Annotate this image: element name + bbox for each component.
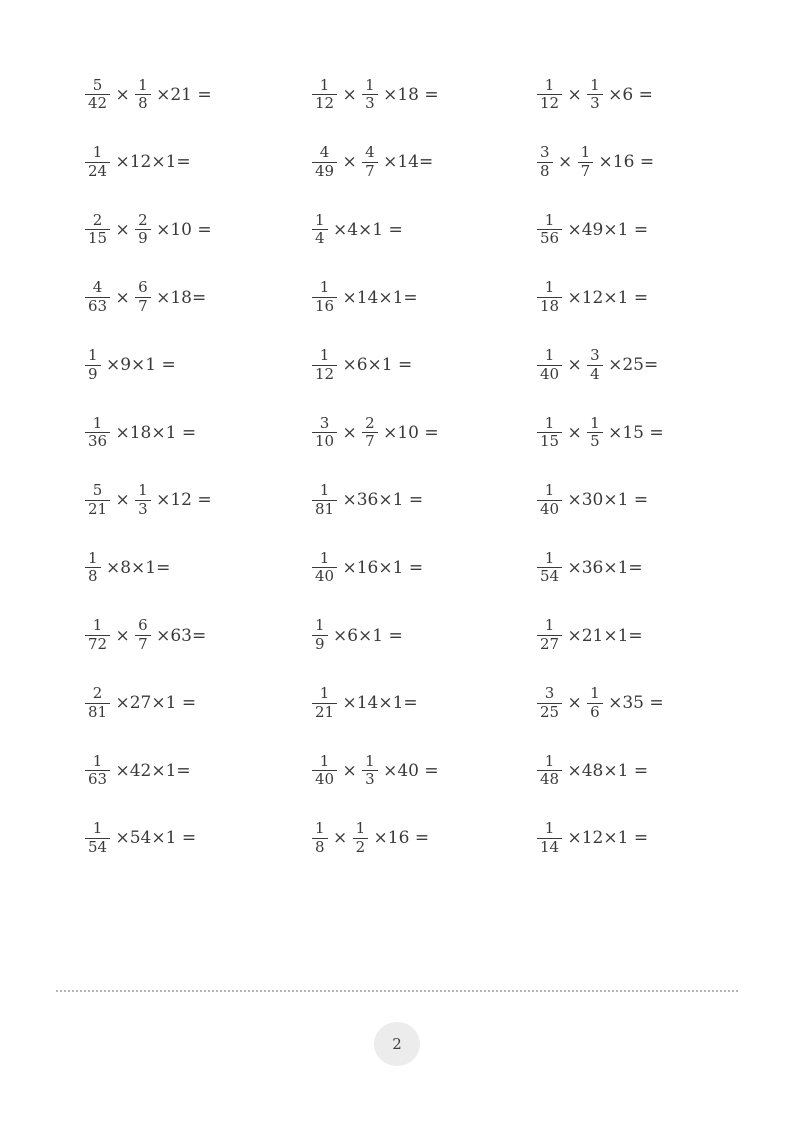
fraction-denominator: 4 <box>587 365 603 384</box>
fraction-denominator: 10 <box>312 432 337 451</box>
fraction-numerator: 1 <box>88 548 98 567</box>
fraction-denominator: 81 <box>312 500 337 519</box>
fraction-numerator: 1 <box>544 481 555 500</box>
fraction-numerator: 6 <box>138 616 148 635</box>
fraction-numerator: 1 <box>365 751 375 770</box>
fraction-denominator: 8 <box>85 567 101 586</box>
operator-text: × <box>327 828 353 849</box>
fraction-numerator: 3 <box>540 143 550 162</box>
fraction-denominator: 36 <box>85 432 110 451</box>
problem <box>85 534 312 602</box>
problem <box>312 264 537 332</box>
fraction-denominator: 24 <box>85 162 110 181</box>
fraction <box>312 820 328 856</box>
fraction-denominator: 81 <box>85 703 110 722</box>
operator-text: ×18×1 = <box>110 422 197 443</box>
fraction-numerator: 6 <box>138 278 148 297</box>
operator-text: ×8×1= <box>100 557 171 578</box>
fraction-numerator: 1 <box>590 413 600 432</box>
fraction-denominator: 21 <box>312 703 337 722</box>
fraction-numerator: 2 <box>92 683 103 702</box>
fraction-numerator: 2 <box>365 413 375 432</box>
fraction-numerator: 1 <box>92 413 103 432</box>
fraction <box>537 279 562 315</box>
problem <box>312 534 537 602</box>
fraction-numerator: 3 <box>544 683 555 702</box>
fraction-denominator: 4 <box>312 229 328 248</box>
operator-text: ×16×1 = <box>337 557 424 578</box>
operator-text: ×4×1 = <box>327 219 403 240</box>
fraction-denominator: 72 <box>85 635 110 654</box>
fraction-denominator: 54 <box>537 567 562 586</box>
fraction-numerator: 1 <box>544 413 555 432</box>
fraction-numerator: 1 <box>544 548 555 567</box>
fraction <box>537 144 553 180</box>
operator-text: ×36×1= <box>562 557 643 578</box>
problem <box>85 737 312 805</box>
fraction <box>135 77 151 113</box>
operator-text: × <box>110 490 136 511</box>
fraction <box>578 144 594 180</box>
fraction-denominator: 7 <box>578 162 594 181</box>
fraction-denominator: 56 <box>537 229 562 248</box>
operator-text: ×14×1= <box>337 693 418 714</box>
operator-text: ×54×1 = <box>110 828 197 849</box>
problem <box>537 264 735 332</box>
problem <box>85 805 312 873</box>
operator-text: × <box>110 625 136 646</box>
fraction <box>537 482 562 518</box>
operator-text: ×63= <box>150 625 207 646</box>
operator-text: ×10 = <box>377 422 439 443</box>
problem <box>312 61 537 129</box>
fraction-numerator: 1 <box>580 143 591 162</box>
operator-text: × <box>562 422 588 443</box>
fraction <box>537 415 562 451</box>
problem <box>312 331 537 399</box>
fraction-denominator: 3 <box>587 94 603 113</box>
fraction-denominator: 8 <box>135 94 151 113</box>
fraction <box>537 77 562 113</box>
problem <box>85 669 312 737</box>
fraction-denominator: 18 <box>537 297 562 316</box>
fraction <box>85 415 110 451</box>
fraction <box>135 212 151 248</box>
fraction <box>85 279 110 315</box>
fraction-denominator: 7 <box>362 432 378 451</box>
operator-text: × <box>110 219 136 240</box>
fraction-denominator: 25 <box>537 703 562 722</box>
fraction-denominator: 7 <box>135 635 151 654</box>
fraction-denominator: 2 <box>353 838 369 857</box>
fraction <box>85 685 110 721</box>
fraction-numerator: 2 <box>92 210 103 229</box>
fraction-numerator: 3 <box>319 413 330 432</box>
operator-text: ×12×1 = <box>562 287 649 308</box>
operator-text: ×14= <box>377 152 434 173</box>
operator-text: × <box>337 152 363 173</box>
operator-text: × <box>337 84 363 105</box>
fraction-numerator: 4 <box>365 143 375 162</box>
fraction <box>537 685 562 721</box>
operator-text: ×18 = <box>377 84 439 105</box>
fraction-numerator: 1 <box>138 75 148 94</box>
fraction <box>312 482 337 518</box>
operator-text: ×21×1= <box>562 625 643 646</box>
fraction-denominator: 8 <box>312 838 328 857</box>
fraction <box>312 550 337 586</box>
fraction <box>537 820 562 856</box>
fraction-numerator: 1 <box>355 819 366 838</box>
fraction-denominator: 7 <box>362 162 378 181</box>
problem <box>537 669 735 737</box>
operator-text: ×6×1 = <box>327 625 403 646</box>
fraction-denominator: 15 <box>85 229 110 248</box>
fraction <box>587 77 603 113</box>
operator-text: × <box>337 760 363 781</box>
operator-text: ×6 = <box>602 84 653 105</box>
operator-text: ×30×1 = <box>562 490 649 511</box>
operator-text: × <box>562 693 588 714</box>
problem <box>537 534 735 602</box>
operator-text: ×10 = <box>150 219 212 240</box>
fraction-numerator: 2 <box>138 210 148 229</box>
fraction-denominator: 40 <box>312 567 337 586</box>
fraction <box>85 144 110 180</box>
problem <box>85 399 312 467</box>
fraction <box>135 279 151 315</box>
fraction <box>362 77 378 113</box>
fraction <box>85 212 110 248</box>
fraction <box>587 347 603 383</box>
fraction-denominator: 8 <box>537 162 553 181</box>
operator-text: × <box>110 84 136 105</box>
fraction-denominator: 40 <box>537 365 562 384</box>
problem <box>537 331 735 399</box>
operator-text: ×18= <box>150 287 207 308</box>
operator-text: × <box>110 287 136 308</box>
fraction-denominator: 40 <box>537 500 562 519</box>
fraction-denominator: 3 <box>362 94 378 113</box>
fraction-numerator: 1 <box>138 481 148 500</box>
page-number: 2 <box>392 1035 402 1053</box>
operator-text: × <box>562 355 588 376</box>
fraction <box>362 753 378 789</box>
fraction-numerator: 1 <box>315 210 325 229</box>
fraction-denominator: 7 <box>135 297 151 316</box>
operator-text: ×49×1 = <box>562 219 649 240</box>
fraction-numerator: 1 <box>315 616 325 635</box>
fraction-numerator: 1 <box>544 75 555 94</box>
fraction-numerator: 1 <box>544 819 555 838</box>
problem <box>537 602 735 670</box>
fraction-denominator: 9 <box>85 365 101 384</box>
problem <box>312 737 537 805</box>
fraction-denominator: 63 <box>85 297 110 316</box>
fraction <box>587 685 603 721</box>
fraction-numerator: 4 <box>319 143 330 162</box>
fraction-numerator: 1 <box>544 278 555 297</box>
problem <box>85 602 312 670</box>
fraction-numerator: 4 <box>92 278 103 297</box>
operator-text: ×12×1= <box>110 152 191 173</box>
fraction-denominator: 9 <box>312 635 328 654</box>
fraction-numerator: 1 <box>544 345 555 364</box>
problem <box>312 602 537 670</box>
fraction-numerator: 1 <box>319 683 330 702</box>
fraction <box>587 415 603 451</box>
fraction <box>537 347 562 383</box>
problem <box>85 196 312 264</box>
fraction <box>312 212 328 248</box>
fraction-numerator: 1 <box>315 819 325 838</box>
page-number-badge <box>374 1022 420 1066</box>
fraction-numerator: 1 <box>319 75 330 94</box>
fraction-numerator: 1 <box>544 751 555 770</box>
page-divider <box>56 990 738 992</box>
fraction <box>312 617 328 653</box>
problem <box>312 196 537 264</box>
fraction-denominator: 15 <box>537 432 562 451</box>
fraction-denominator: 12 <box>312 365 337 384</box>
fraction-numerator: 1 <box>590 75 600 94</box>
fraction-numerator: 5 <box>92 481 103 500</box>
fraction <box>85 77 110 113</box>
fraction-numerator: 1 <box>88 345 98 364</box>
operator-text: × <box>337 422 363 443</box>
fraction-denominator: 6 <box>587 703 603 722</box>
fraction-denominator: 40 <box>312 770 337 789</box>
fraction-denominator: 14 <box>537 838 562 857</box>
fraction-numerator: 1 <box>319 751 330 770</box>
problem <box>312 399 537 467</box>
fraction <box>135 482 151 518</box>
fraction <box>537 550 562 586</box>
fraction <box>537 753 562 789</box>
problem <box>85 61 312 129</box>
fraction-denominator: 5 <box>587 432 603 451</box>
fraction-numerator: 1 <box>590 683 600 702</box>
fraction-denominator: 27 <box>537 635 562 654</box>
fraction <box>362 144 378 180</box>
fraction-denominator: 12 <box>312 94 337 113</box>
problem <box>85 129 312 197</box>
problem <box>537 196 735 264</box>
problem-grid <box>85 61 735 872</box>
operator-text: ×40 = <box>377 760 439 781</box>
fraction-numerator: 1 <box>544 616 555 635</box>
operator-text: ×15 = <box>602 422 664 443</box>
problem <box>537 399 735 467</box>
fraction-denominator: 21 <box>85 500 110 519</box>
operator-text: × <box>552 152 578 173</box>
problem <box>537 805 735 873</box>
operator-text: ×35 = <box>602 693 664 714</box>
problem <box>312 805 537 873</box>
operator-text: ×12×1 = <box>562 828 649 849</box>
operator-text: ×42×1= <box>110 760 191 781</box>
fraction <box>312 685 337 721</box>
operator-text: ×14×1= <box>337 287 418 308</box>
problem <box>537 61 735 129</box>
fraction <box>85 550 101 586</box>
fraction-denominator: 9 <box>135 229 151 248</box>
fraction-numerator: 1 <box>92 616 103 635</box>
fraction-denominator: 3 <box>135 500 151 519</box>
fraction-denominator: 49 <box>312 162 337 181</box>
fraction-denominator: 63 <box>85 770 110 789</box>
fraction-numerator: 1 <box>92 143 103 162</box>
fraction <box>312 77 337 113</box>
problem <box>537 737 735 805</box>
fraction <box>85 753 110 789</box>
operator-text: ×12 = <box>150 490 212 511</box>
fraction-numerator: 1 <box>92 751 103 770</box>
operator-text: ×48×1 = <box>562 760 649 781</box>
operator-text: ×16 = <box>368 828 430 849</box>
fraction <box>85 617 110 653</box>
operator-text: ×25= <box>602 355 659 376</box>
fraction-denominator: 16 <box>312 297 337 316</box>
fraction-numerator: 1 <box>92 819 103 838</box>
fraction <box>353 820 369 856</box>
fraction-numerator: 1 <box>319 345 330 364</box>
fraction-numerator: 5 <box>92 75 103 94</box>
problem <box>85 331 312 399</box>
fraction-numerator: 1 <box>365 75 375 94</box>
operator-text: × <box>562 84 588 105</box>
fraction <box>362 415 378 451</box>
problem <box>85 467 312 535</box>
fraction <box>85 347 101 383</box>
fraction-denominator: 54 <box>85 838 110 857</box>
fraction <box>312 415 337 451</box>
fraction <box>312 347 337 383</box>
problem <box>312 669 537 737</box>
fraction <box>312 144 337 180</box>
operator-text: ×9×1 = <box>100 355 176 376</box>
problem <box>312 129 537 197</box>
operator-text: ×21 = <box>150 84 212 105</box>
fraction <box>312 279 337 315</box>
fraction <box>85 820 110 856</box>
operator-text: ×16 = <box>593 152 655 173</box>
fraction <box>135 617 151 653</box>
problem <box>312 467 537 535</box>
fraction-numerator: 1 <box>319 278 330 297</box>
operator-text: ×36×1 = <box>337 490 424 511</box>
fraction-denominator: 12 <box>537 94 562 113</box>
fraction-numerator: 3 <box>590 345 600 364</box>
fraction-denominator: 42 <box>85 94 110 113</box>
fraction-numerator: 1 <box>544 210 555 229</box>
fraction-denominator: 3 <box>362 770 378 789</box>
problem <box>537 467 735 535</box>
fraction <box>312 753 337 789</box>
problem <box>85 264 312 332</box>
fraction-numerator: 1 <box>319 481 330 500</box>
fraction <box>85 482 110 518</box>
operator-text: ×6×1 = <box>337 355 413 376</box>
problem <box>537 129 735 197</box>
fraction-numerator: 1 <box>319 548 330 567</box>
fraction <box>537 617 562 653</box>
fraction <box>537 212 562 248</box>
operator-text: ×27×1 = <box>110 693 197 714</box>
fraction-denominator: 48 <box>537 770 562 789</box>
